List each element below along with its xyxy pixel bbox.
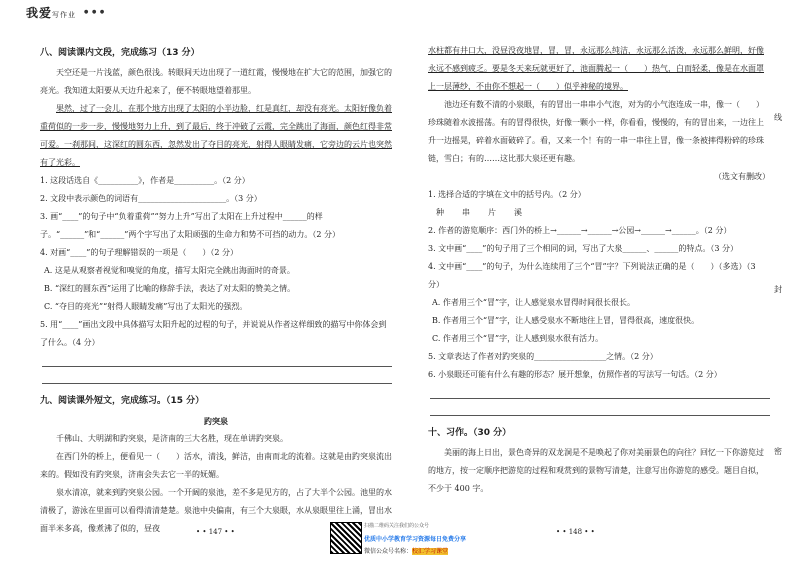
section-9-heading: 九、阅读课外短文，完成练习。（15 分） bbox=[40, 396, 205, 406]
qr-code-icon bbox=[330, 522, 362, 554]
margin-char: 封 bbox=[774, 285, 782, 294]
page-number-left: • • 147 • • bbox=[196, 528, 235, 536]
option-a: A. 作者用三个“冒”字，让人感觉泉水冒得时间很长很长。 bbox=[432, 298, 636, 307]
question-9-4: 4. 文中画“____”的句子，为什么连续用了三个“冒”字？下列说法正确的是（ ）（多选）（3 分） bbox=[428, 262, 756, 289]
passage-9-para-1: 千佛山、大明湖和趵突泉，是济南的三大名胜，现在单讲趵突泉。 bbox=[56, 434, 288, 443]
word-choice: 串 bbox=[462, 208, 488, 217]
word-choice: 溪 bbox=[514, 208, 540, 217]
writing-prompt: 美丽的海上日出，景色奇异的双龙洞是不是唤起了你对美丽景色的向往？回忆一下你游览过的地方，按一定顺序把游览的过程和观赏到的景物写清楚，注意写出你游览的感受。题目自拟，不少于 400 字。 bbox=[428, 448, 764, 493]
section-10-heading: 十、习作。（30 分） bbox=[428, 428, 512, 438]
passage-9-para-5: 池边还有数不清的小泉眼，有的冒出一串串小气泡，对为的小气泡连成一串，像一（ ）珍珠随着水波摇荡。有的冒得很快，好像一颗小一样，你看看，慢慢的，有的冒出来，一边往上升一边摇晃，碎着水面破碎了。看，又来一个！有的一串一串往上冒，像一条被摔得粉碎的珍珠链，雪白；有的……这比那大泉还更有趣。 bbox=[428, 100, 764, 163]
margin-char: 密 bbox=[774, 447, 782, 456]
page-number-right: • • 148 • • bbox=[556, 528, 595, 536]
right-page bbox=[428, 42, 770, 498]
logo: 我爱写作业 bbox=[26, 6, 77, 20]
question-8-3: 3. 画“____”的句子中“负着重荷”“努力上升”写出了太阳在上升过程中______的样子。“______”和“______”两个字写出了太阳顽强的生命力和势不可挡的动力。（2 分） bbox=[40, 212, 340, 239]
question-9-2: 2. 作者的游览顺序：西门外的桥上→______→______→公园→______→______。（2 分） bbox=[428, 226, 732, 235]
footer-banner bbox=[330, 522, 476, 566]
question-8-1: 1. 这段话选自《__________》，作者是__________。（2 分） bbox=[40, 176, 250, 185]
word-choice: 种 bbox=[436, 208, 462, 217]
footer-line-2: 优质中小学教育学习资源每日免费分享 bbox=[364, 536, 467, 543]
source-note: （选文有删改） bbox=[714, 172, 770, 181]
passage-9-para-2: 在西门外的桥上，便看见一（ ）活水，清浅，鲜洁，由南而北的流着。这就是由趵突泉流出来的。假如没有趵突泉，济南会失去它一半的妩媚。 bbox=[40, 452, 392, 479]
option-a: A. 这是从观察者视觉和嗅觉的角度，描写太阳完全跳出海面时的奇景。 bbox=[44, 266, 295, 275]
word-choices bbox=[428, 204, 770, 222]
answer-line bbox=[42, 373, 392, 384]
word-choice: 片 bbox=[488, 208, 514, 217]
question-9-5: 5. 文章表达了作者对趵突泉的__________________之情。（2 分） bbox=[428, 352, 658, 361]
question-9-6: 6. 小泉眼还可能有什么有趣的形态？展开想象，仿照作者的写法写一句话。（2 分） bbox=[428, 370, 722, 379]
question-9-3: 3. 文中画“____”的句子用了三个相同的词，写出了大泉______、______的特点。（3 分） bbox=[428, 244, 738, 253]
answer-line bbox=[430, 405, 770, 416]
section-8-heading: 八、阅读课内文段，完成练习（13 分） bbox=[40, 48, 200, 58]
option-b: B. “深红的圆东西”运用了比喻的修辞手法，表达了对太阳的赞美之情。 bbox=[44, 284, 296, 293]
passage-9-title: 趵突泉 bbox=[204, 416, 228, 426]
footer-line-1: 扫描二维码关注我们的公众号 bbox=[364, 523, 430, 529]
question-8-5: 5. 用“____”画出文段中具体描写太阳升起的过程的句子，并说说从作者这样细致的描写中你体会到了什么。（4 分） bbox=[40, 320, 387, 347]
option-c: C. 作者用三个“冒”字，让人感到泉水很有活力。 bbox=[432, 334, 604, 343]
option-b: B. 作者用三个“冒”字，让人感受泉水不断地往上冒，冒得很高，速度很快。 bbox=[432, 316, 700, 325]
question-9-1: 1. 选择合适的字填在文中的括号内。（2 分） bbox=[428, 190, 586, 199]
footer-line-3: 微信公众号名称：校汇学习课堂 bbox=[364, 548, 449, 555]
question-8-2: 2. 文段中表示颜色的词语有______________________。（3 分） bbox=[40, 194, 262, 203]
question-8-4: 4. 对画“____”的句子理解错误的一项是（ ）（2 分） bbox=[40, 248, 238, 257]
answer-line bbox=[42, 356, 392, 367]
passage-8-para-1: 天空还是一片浅蓝，颜色很浅。转眼间天边出现了一道红霞，慢慢地在扩大它的范围，加强它的亮光。我知道太阳要从天边升起来了，便不转眼地望着那里。 bbox=[40, 68, 392, 95]
option-c: C. “夺目的亮光”“射得人眼睛发痛”写出了太阳光的强烈。 bbox=[44, 302, 248, 311]
margin-char: 线 bbox=[774, 113, 782, 122]
logo-dots: ● ● ● bbox=[84, 9, 106, 15]
answer-line bbox=[430, 388, 770, 399]
passage-9-para-4: 水柱都有井口大，没昼没夜地冒，冒，冒，永远那么纯洁，永远那么活泼，永远那么鲜明，好像永远不感到疲乏。要是冬天来玩就更好了，池面腾起一（ ）热气，白而轻柔，像是在水面罩上一层薄纱，不由你不想起一（ ）似乎神秘的境界。 bbox=[428, 46, 764, 91]
left-page bbox=[40, 42, 392, 538]
passage-9-para-3: 泉水清凉，就来到趵突泉公园。一个开阔的泉池，差不多是见方的，占了大半个公园。池里的水清极了，游泳在里面可以看得清清楚楚。泉池中央偏南，有三个大泉眼，水从泉眼里往上涌，冒出水面半米多高，像煮沸了似的，昼夜 bbox=[40, 488, 392, 533]
passage-8-para-2: 果然，过了一会儿，在那个地方出现了太阳的小半边脸，红是真红，却没有亮光。太阳好像负着重荷似的一步一步，慢慢地努力上升，到了最后，终于冲破了云霞，完全跳出了海面，颜色红得非常可爱。一刹那间，这深红的圆东西，忽然发出了夺目的亮光，射得人眼睛发痛，它旁边的云片也突然有了光彩。 bbox=[40, 104, 392, 167]
